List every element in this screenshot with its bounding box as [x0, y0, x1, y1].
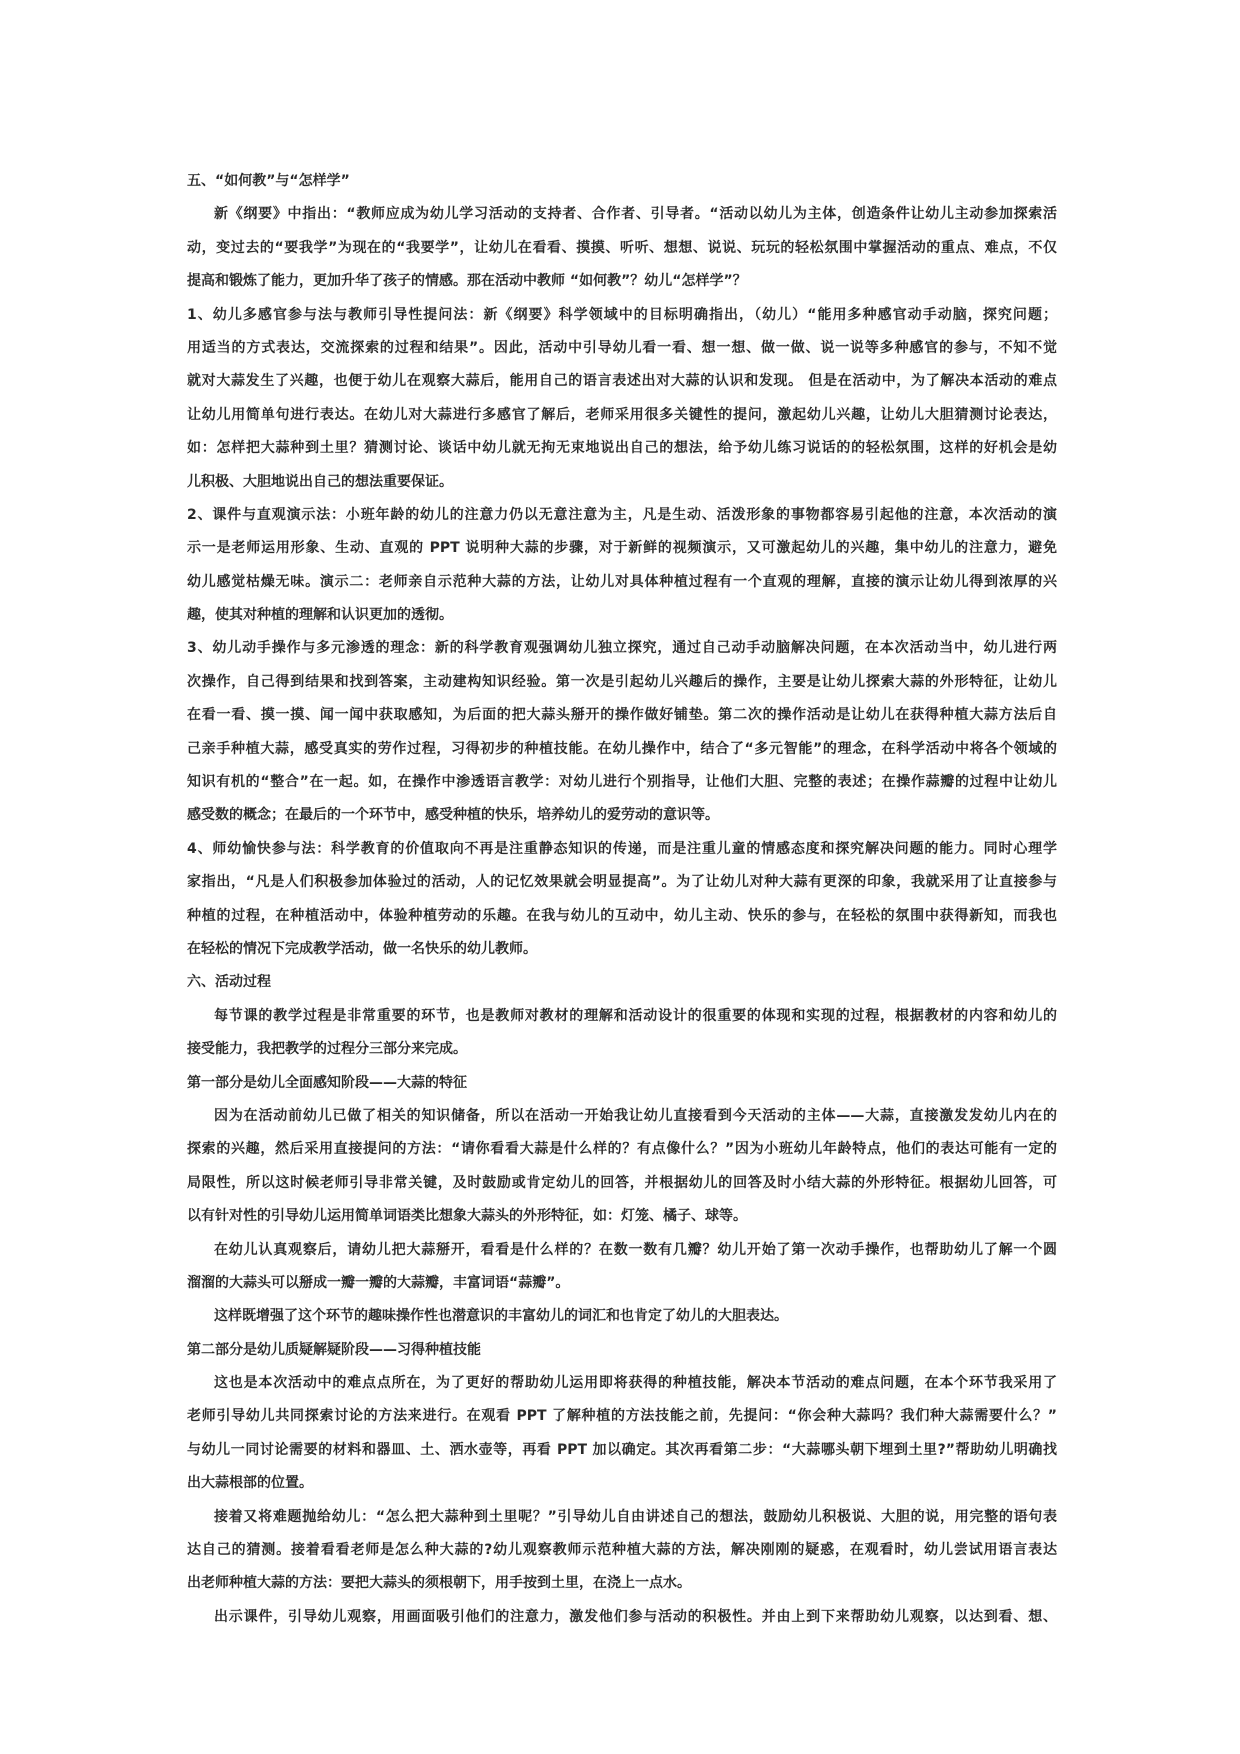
paragraph-last-line: 趣，使其对种植的理解和认识更加的透彻。 [187, 607, 453, 624]
paragraph-last-line: 溜溜的大蒜头可以掰成一瓣一瓣的大蒜瓣，丰富词语“蒜瓣”。 [187, 1274, 570, 1291]
paragraph-line: 知识有机的“整合”在一起。如，在操作中渗透语言教学：对幼儿进行个别指导，让他们大胆、完整的表述；在操作蒜瓣的过程中让幼儿 [187, 774, 1057, 791]
paragraph-line: 让幼儿用简单句进行表达。在幼儿对大蒜进行多感官了解后，老师采用很多关键性的提问，激起幼儿兴趣，让幼儿大胆猜测讨论表达， [187, 406, 1057, 423]
paragraph-first-line: 在幼儿认真观察后，请幼儿把大蒜掰开，看看是什么样的？在数一数有几瓣？幼儿开始了第一次动手操作，也帮助幼儿了解一个圆 [214, 1241, 1057, 1258]
section-heading: 第二部分是幼儿质疑解疑阶段——习得种植技能 [187, 1341, 481, 1358]
paragraph-line: 幼儿感觉枯燥无味。演示二：老师亲自示范种大蒜的方法，让幼儿对具体种植过程有一个直观的理解，直接的演示让幼儿得到浓厚的兴 [187, 573, 1057, 590]
paragraph-last-line: 出大蒜根部的位置。 [187, 1475, 313, 1492]
paragraph-line: 达自己的猜测。接着看看老师是怎么种大蒜的?幼儿观察教师示范种植大蒜的方法，解决刚刚的疑惑，在观看时，幼儿尝试用语言表达 [187, 1542, 1057, 1559]
paragraph-line: 3、幼儿动手操作与多元渗透的理念：新的科学教育观强调幼儿独立探究，通过自己动手动脑解决问题，在本次活动当中，幼儿进行两 [187, 640, 1057, 657]
paragraph-first-line: 出示课件，引导幼儿观察，用画面吸引他们的注意力，激发他们参与活动的积极性。并由上到下来帮助幼儿观察，以达到看、想、 [214, 1608, 1057, 1625]
paragraph-first-line: 这也是本次活动中的难点点所在，为了更好的帮助幼儿运用即将获得的种植技能，解决本节活动的难点问题，在本个环节我采用了 [214, 1375, 1057, 1392]
paragraph-line: 种植的过程，在种植活动中，体验种植劳动的乐趣。在我与幼儿的互动中，幼儿主动、快乐的参与，在轻松的氛围中获得新知，而我也 [187, 907, 1057, 924]
section-heading: 第一部分是幼儿全面感知阶段——大蒜的特征 [187, 1074, 467, 1091]
section-heading: 六、活动过程 [187, 974, 271, 991]
document-body [187, 165, 1057, 1634]
paragraph-line: 1、幼儿多感官参与法与教师引导性提问法：新《纲要》科学领域中的目标明确指出，（幼儿）“能用多种感官动手动脑，探究问题； [187, 306, 1057, 323]
paragraph-last-line: 在轻松的情况下完成教学活动，做一名快乐的幼儿教师。 [187, 940, 537, 957]
paragraph-line: 用适当的方式表达，交流探索的过程和结果”。因此，活动中引导幼儿看一看、想一想、做一做、说一说等多种感官的参与，不知不觉 [187, 339, 1057, 356]
paragraph-line: 与幼儿一同讨论需要的材料和器皿、土、洒水壶等，再看 PPT 加以确定。其次再看第二步：“大蒜哪头朝下埋到土里?”帮助幼儿明确找 [187, 1441, 1057, 1458]
paragraph-line: 己亲手种植大蒜，感受真实的劳作过程，习得初步的种植技能。在幼儿操作中，结合了“多元智能”的理念，在科学活动中将各个领域的 [187, 740, 1057, 757]
paragraph-line: 就对大蒜发生了兴趣，也便于幼儿在观察大蒜后，能用自己的语言表述出对大蒜的认识和发现。 但是在活动中，为了解决本活动的难点 [187, 373, 1057, 390]
paragraph-last-line: 接受能力，我把教学的过程分三部分来完成。 [187, 1041, 467, 1058]
paragraph-line: 4、师幼愉快参与法：科学教育的价值取向不再是注重静态知识的传递，而是注重儿童的情感态度和探究解决问题的能力。同时心理学 [187, 840, 1057, 857]
paragraph-line: 老师引导幼儿共同探索讨论的方法来进行。在观看 PPT 了解种植的方法技能之前，先提问：“你会种大蒜吗？我们种大蒜需要什么？” [187, 1408, 1057, 1425]
paragraph-last-line: 提高和锻炼了能力，更加升华了孩子的情感。那在活动中教师 “如何教”？幼儿“怎样学”？ [187, 273, 747, 290]
paragraph-first-line: 因为在活动前幼儿已做了相关的知识储备，所以在活动一开始我让幼儿直接看到今天活动的主体——大蒜，直接激发发幼儿内在的 [214, 1107, 1057, 1124]
paragraph-line: 探索的兴趣，然后采用直接提问的方法：“请你看看大蒜是什么样的？有点像什么？”因为小班幼儿年龄特点，他们的表达可能有一定的 [187, 1141, 1057, 1158]
paragraph-line: 次操作，自己得到结果和找到答案，主动建构知识经验。第一次是引起幼儿兴趣后的操作，主要是让幼儿探索大蒜的外形特征，让幼儿 [187, 673, 1057, 690]
paragraph-line: 如：怎样把大蒜种到土里？猜测讨论、谈话中幼儿就无拘无束地说出自己的想法，给予幼儿练习说话的的轻松氛围，这样的好机会是幼 [187, 440, 1057, 457]
paragraph-line: 动，变过去的“要我学”为现在的“我要学”，让幼儿在看看、摸摸、听听、想想、说说、玩玩的轻松氛围中掌握活动的重点、难点，不仅 [187, 239, 1057, 256]
paragraph-line: 2、课件与直观演示法：小班年龄的幼儿的注意力仍以无意注意为主，凡是生动、活泼形象的事物都容易引起他的注意，本次活动的演 [187, 506, 1057, 523]
paragraph-line: 局限性，所以这时候老师引导非常关键，及时鼓励或肯定幼儿的回答，并根据幼儿的回答及时小结大蒜的外形特征。根据幼儿回答，可 [187, 1174, 1057, 1191]
paragraph-last-line: 儿积极、大胆地说出自己的想法重要保证。 [187, 473, 453, 490]
paragraph-line: 家指出，“凡是人们积极参加体验过的活动，人的记忆效果就会明显提高”。为了让幼儿对种大蒜有更深的印象，我就采用了让直接参与 [187, 874, 1057, 891]
paragraph-first-line: 接着又将难题抛给幼儿：“怎么把大蒜种到土里呢？”引导幼儿自由讲述自己的想法，鼓励幼儿积极说、大胆的说，用完整的语句表 [214, 1508, 1057, 1525]
paragraph-line: 在看一看、摸一摸、闻一闻中获取感知，为后面的把大蒜头掰开的操作做好铺垫。第二次的操作活动是让幼儿在获得种植大蒜方法后自 [187, 707, 1057, 724]
paragraph-first-line: 每节课的教学过程是非常重要的环节，也是教师对教材的理解和活动设计的很重要的体现和实现的过程，根据教材的内容和幼儿的 [214, 1007, 1057, 1024]
section-heading: 五、“如何教”与“怎样学” [187, 173, 350, 189]
paragraph-line: 这样既增强了这个环节的趣味操作性也潜意识的丰富幼儿的词汇和也肯定了幼儿的大胆表达。 [214, 1308, 788, 1325]
paragraph-last-line: 感受数的概念；在最后的一个环节中，感受种植的快乐，培养幼儿的爱劳动的意识等。 [187, 807, 719, 824]
paragraph-line: 示一是老师运用形象、生动、直观的 PPT 说明种大蒜的步骤，对于新鲜的视频演示，又可激起幼儿的兴趣，集中幼儿的注意力，避免 [187, 540, 1057, 557]
paragraph-last-line: 出老师种植大蒜的方法：要把大蒜头的须根朝下，用手按到土里，在浇上一点水。 [187, 1575, 691, 1592]
paragraph-first-line: 新《纲要》中指出：“教师应成为幼儿学习活动的支持者、合作者、引导者。“活动以幼儿为主体，创造条件让幼儿主动参加探索活 [214, 206, 1057, 223]
paragraph-last-line: 以有针对性的引导幼儿运用简单词语类比想象大蒜头的外形特征，如：灯笼、橘子、球等。 [187, 1208, 747, 1225]
